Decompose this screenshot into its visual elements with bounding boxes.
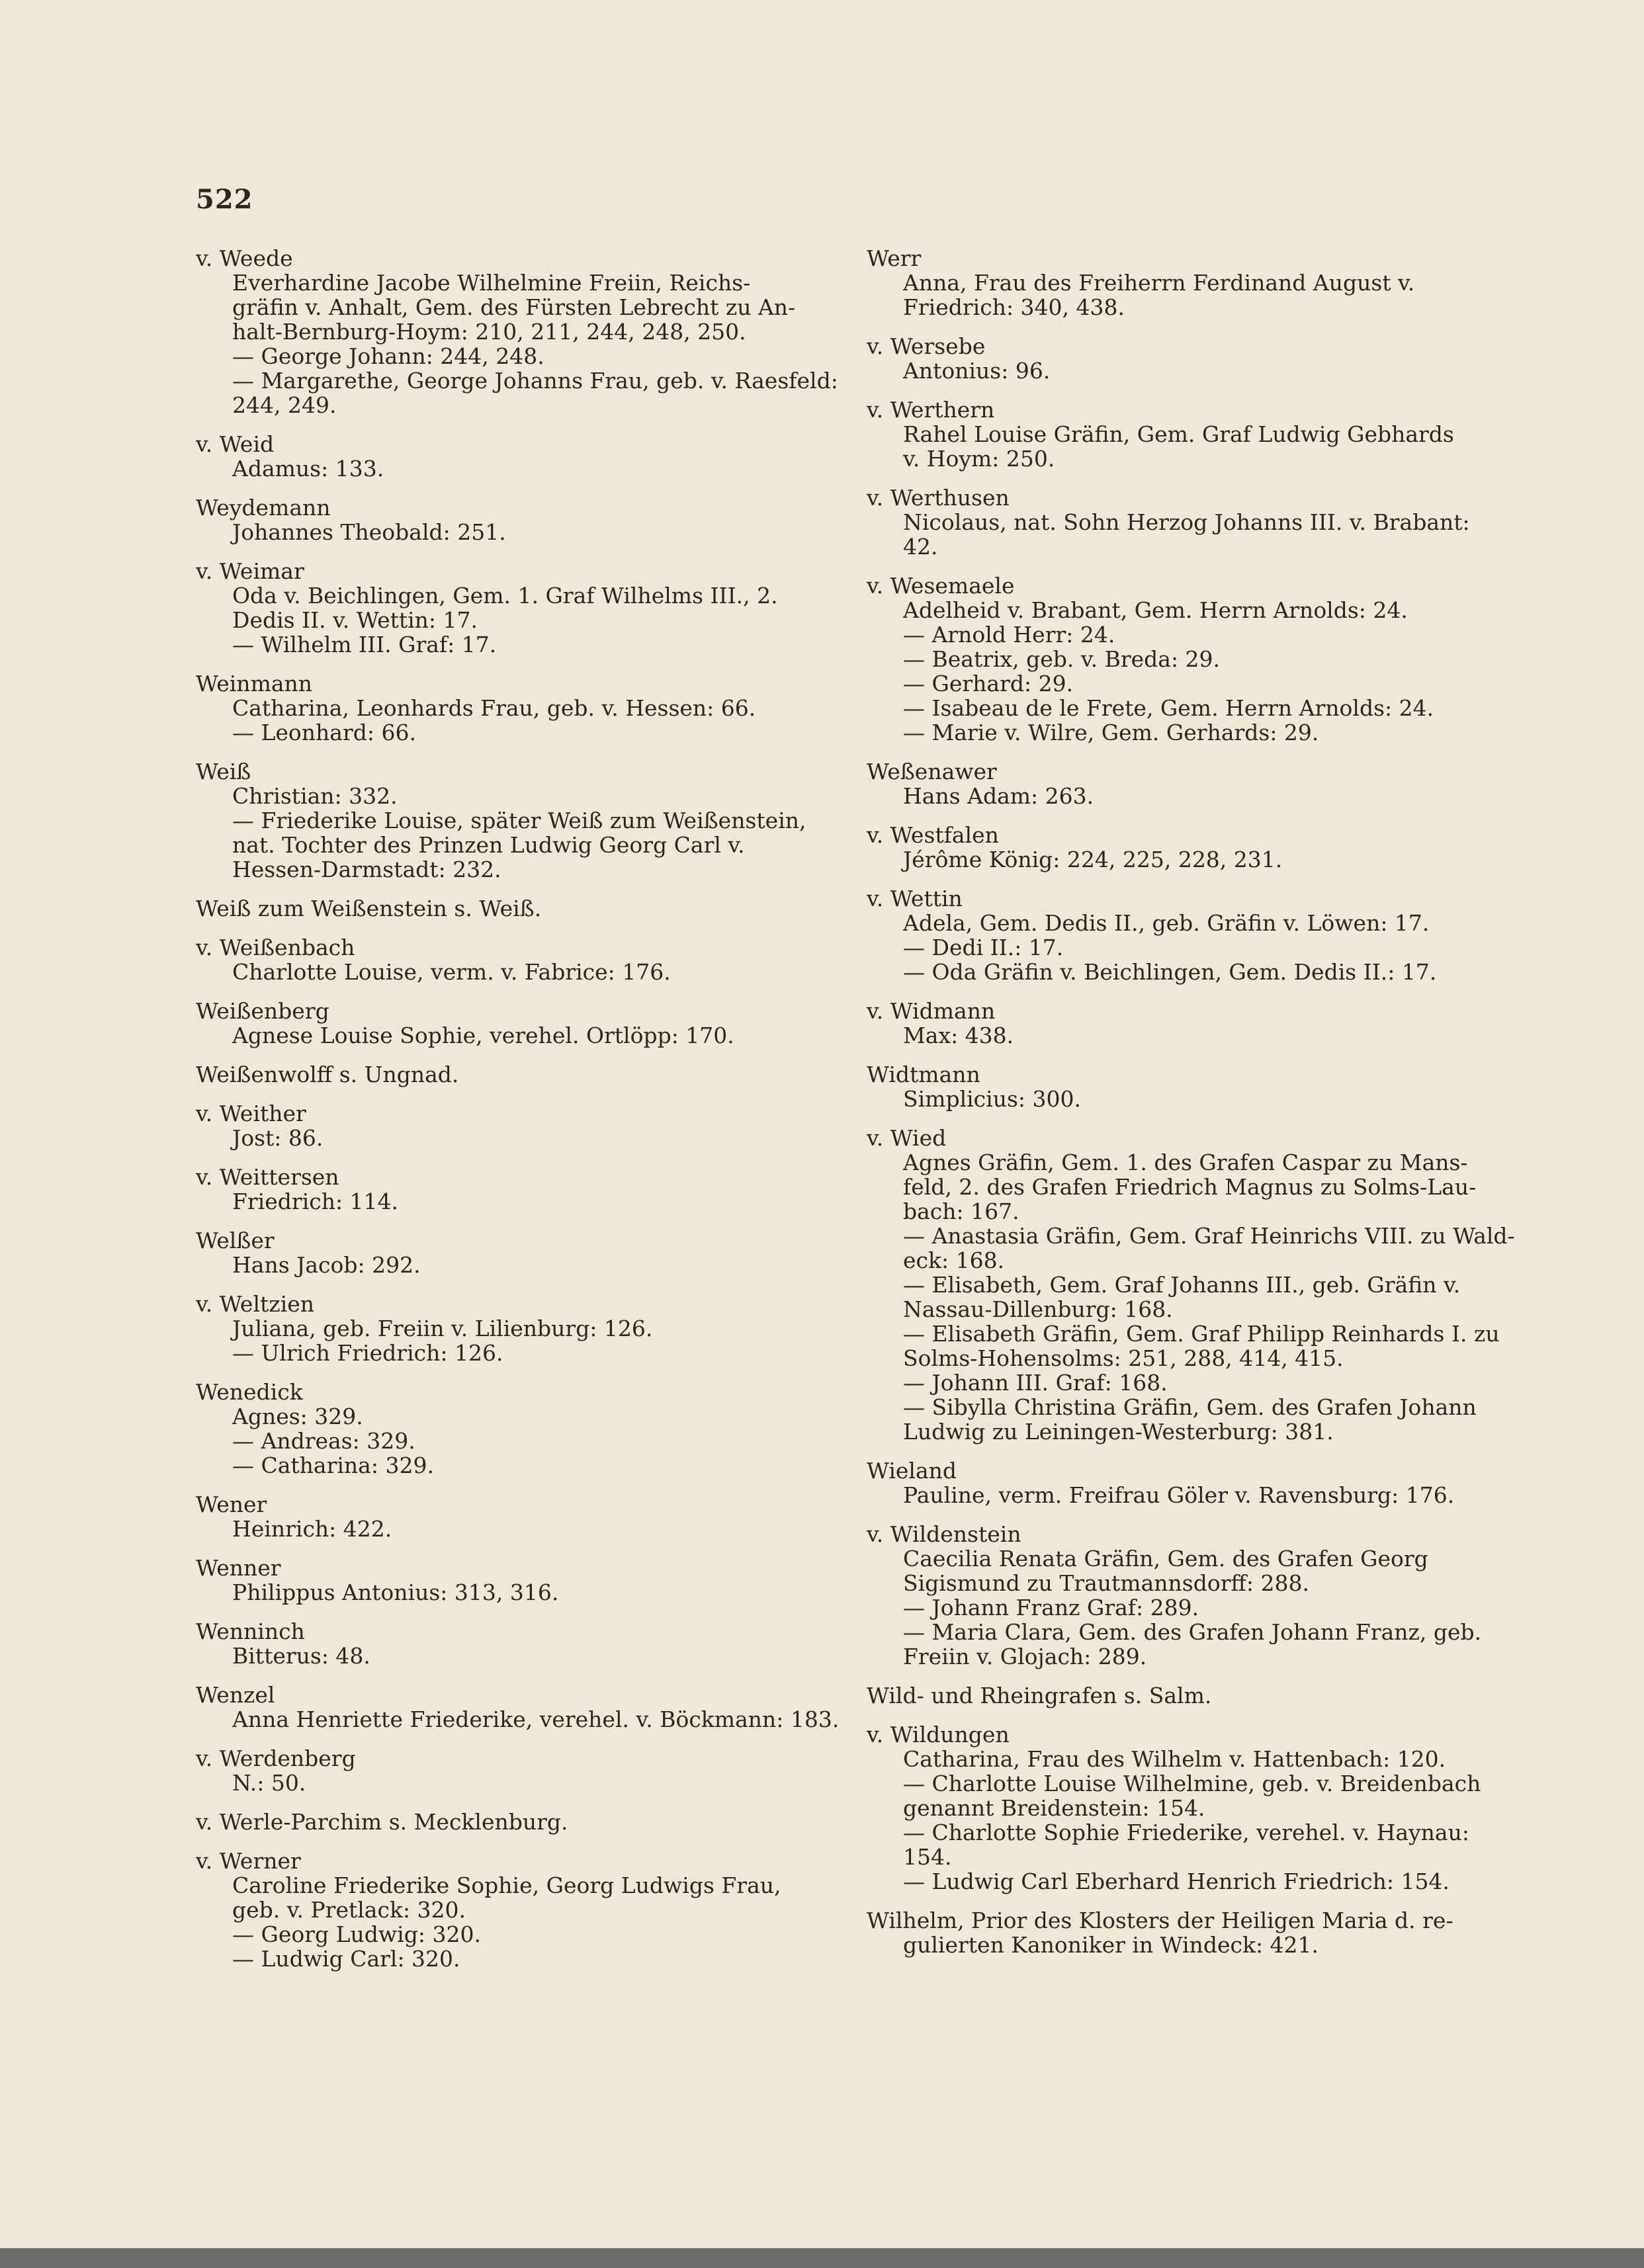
entry-line: — Ludwig Carl: 320. xyxy=(232,1946,460,1972)
entry-heading: Weiß zum Weißenstein s. Weiß. xyxy=(196,896,542,921)
index-entry xyxy=(196,935,844,984)
index-entry xyxy=(867,886,1515,984)
index-entry xyxy=(196,1101,844,1150)
entry-line: Solms-Hohensolms: 251, 288, 414, 415. xyxy=(903,1345,1344,1371)
entry-line: Antonius: 96. xyxy=(903,358,1051,384)
entry-line: 154. xyxy=(903,1844,952,1870)
entry-line: Nassau-Dillenburg: 168. xyxy=(903,1296,1173,1322)
entry-line: Juliana, geb. Freiin v. Lilienburg: 126. xyxy=(232,1316,653,1341)
entry-line: — Elisabeth Gräfin, Gem. Graf Philipp Reinhards I. zu xyxy=(903,1321,1500,1347)
entry-line: Adela, Gem. Dedis II., geb. Gräfin v. Löwen: 17. xyxy=(903,910,1430,936)
entry-line: nat. Tochter des Prinzen Ludwig Georg Carl v. xyxy=(232,832,745,858)
entry-line: Max: 438. xyxy=(903,1023,1014,1048)
entry-line: Adamus: 133. xyxy=(232,456,384,482)
index-entry xyxy=(196,1556,844,1605)
entry-heading: v. Werle-Parchim s. Mecklenburg. xyxy=(196,1809,568,1835)
entry-heading: v. Weimar xyxy=(196,558,304,584)
index-entry xyxy=(867,1062,1515,1111)
entry-line: — Elisabeth, Gem. Graf Johanns III., geb. Gräfin v. xyxy=(903,1272,1461,1298)
index-entry xyxy=(196,559,844,657)
entry-heading: v. Weid xyxy=(196,431,275,457)
entry-line: bach: 167. xyxy=(903,1198,1019,1224)
entry-heading: Wenzel xyxy=(196,1682,275,1708)
entry-line: — Charlotte Sophie Friederike, verehel. v. Haynau: xyxy=(903,1820,1469,1845)
entry-line: Nicolaus, nat. Sohn Herzog Johanns III. v. Brabant: xyxy=(903,509,1470,535)
index-entry xyxy=(196,1810,844,1834)
entry-line: — Arnold Herr: 24. xyxy=(903,622,1115,648)
entry-line: Oda v. Beichlingen, Gem. 1. Graf Wilhelms III., 2. xyxy=(232,583,778,609)
entry-line: Heinrich: 422. xyxy=(232,1516,392,1542)
index-entry xyxy=(196,495,844,544)
entry-line: genannt Breidenstein: 154. xyxy=(903,1795,1205,1821)
entry-line: Hans Adam: 263. xyxy=(903,783,1094,809)
entry-line: Friedrich: 114. xyxy=(232,1189,399,1214)
entry-heading: Weinmann xyxy=(196,671,313,696)
entry-line: Ludwig zu Leiningen-Westerburg: 381. xyxy=(903,1419,1334,1445)
index-entry xyxy=(196,1619,844,1668)
index-entry xyxy=(867,398,1515,471)
entry-heading: Werr xyxy=(867,245,922,271)
entry-line: v. Hoym: 250. xyxy=(903,446,1055,472)
entry-heading: v. Widmann xyxy=(867,998,996,1024)
index-entry xyxy=(196,1492,844,1541)
entry-line: — Oda Gräfin v. Beichlingen, Gem. Dedis II.: 17. xyxy=(903,959,1437,985)
entry-line: — Leonhard: 66. xyxy=(232,720,416,745)
entry-heading: Weßenawer xyxy=(867,759,997,784)
entry-line: Sigismund zu Trautmannsdorff: 288. xyxy=(903,1570,1309,1596)
index-entry xyxy=(867,246,1515,319)
entry-line: eck: 168. xyxy=(903,1247,1005,1273)
entry-heading: Weißenberg xyxy=(196,998,329,1024)
entry-heading: v. Werthern xyxy=(867,397,995,423)
entry-heading: Wenedick xyxy=(196,1379,303,1405)
entry-line: — Georg Ludwig: 320. xyxy=(232,1921,481,1947)
index-entry xyxy=(196,1228,844,1277)
entry-line: — George Johann: 244, 248. xyxy=(232,343,544,369)
entry-line: 42. xyxy=(903,534,938,560)
entry-heading: Wener xyxy=(196,1491,267,1517)
entry-heading: v. Wied xyxy=(867,1125,947,1151)
entry-line: Adelheid v. Brabant, Gem. Herrn Arnolds: 24. xyxy=(903,597,1408,623)
index-entry xyxy=(196,999,844,1048)
entry-line: — Andreas: 329. xyxy=(232,1428,415,1454)
index-entry xyxy=(867,1908,1515,1957)
entry-line: — Dedi II.: 17. xyxy=(903,935,1064,960)
index-entry xyxy=(867,334,1515,383)
index-column-left xyxy=(196,246,844,1986)
entry-line: Friedrich: 340, 438. xyxy=(903,294,1125,320)
index-entry xyxy=(196,432,844,481)
index-entry xyxy=(867,823,1515,872)
index-column-right xyxy=(867,246,1515,1972)
index-entry xyxy=(196,1062,844,1087)
index-entry xyxy=(196,759,844,882)
entry-heading: Wieland xyxy=(867,1458,957,1484)
entry-line: Catharina, Frau des Wilhelm v. Hattenbach: 120. xyxy=(903,1746,1446,1772)
entry-line: Jérôme König: 224, 225, 228, 231. xyxy=(903,847,1283,872)
index-entry xyxy=(867,1126,1515,1444)
entry-line: Everhardine Jacobe Wilhelmine Freiin, Reichs- xyxy=(232,270,751,296)
entry-line: Philippus Antonius: 313, 316. xyxy=(232,1579,559,1605)
entry-line: Rahel Louise Gräfin, Gem. Graf Ludwig Gebhards xyxy=(903,421,1454,447)
entry-line: — Johann III. Graf: 168. xyxy=(903,1370,1168,1396)
entry-heading: v. Weither xyxy=(196,1101,306,1126)
entry-line: — Ludwig Carl Eberhard Henrich Friedrich: 154. xyxy=(903,1869,1449,1894)
index-entry xyxy=(867,573,1515,745)
entry-line: halt-Bernburg-Hoym: 210, 211, 244, 248, 250. xyxy=(232,319,746,345)
entry-line: — Beatrix, geb. v. Breda: 29. xyxy=(903,646,1221,672)
entry-heading: v. Weltzien xyxy=(196,1291,315,1317)
entry-line: geb. v. Pretlack: 320. xyxy=(232,1897,466,1923)
entry-line: Agnes: 329. xyxy=(232,1404,363,1429)
entry-line: Charlotte Louise, verm. v. Fabrice: 176. xyxy=(232,959,671,985)
entry-line: Pauline, verm. Freifrau Göler v. Ravensburg: 176. xyxy=(903,1482,1455,1508)
entry-heading: v. Werner xyxy=(196,1848,301,1874)
index-entry xyxy=(196,1746,844,1795)
entry-heading: v. Werdenberg xyxy=(196,1745,356,1771)
entry-line: — Maria Clara, Gem. des Grafen Johann Franz, geb. xyxy=(903,1619,1482,1645)
entry-line: Johannes Theobald: 251. xyxy=(232,519,506,545)
entry-line: feld, 2. des Grafen Friedrich Magnus zu Solms-Lau- xyxy=(903,1174,1477,1200)
entry-line: Christian: 332. xyxy=(232,783,398,809)
entry-line: — Wilhelm III. Graf: 17. xyxy=(232,632,497,657)
entry-heading: Weiß xyxy=(196,759,251,784)
entry-heading: v. Wildungen xyxy=(867,1722,1010,1747)
entry-heading: v. Weede xyxy=(196,245,293,271)
index-entry xyxy=(196,1292,844,1365)
entry-line: Dedis II. v. Wettin: 17. xyxy=(232,607,478,633)
entry-line: — Ulrich Friedrich: 126. xyxy=(232,1340,503,1366)
entry-line: N.: 50. xyxy=(232,1770,306,1796)
entry-heading: Wilhelm, Prior des Klosters der Heiligen Maria d. re- xyxy=(867,1908,1453,1933)
entry-heading: v. Wersebe xyxy=(867,333,986,359)
entry-heading: v. Wettin xyxy=(867,886,963,911)
entry-heading: Wild- und Rheingrafen s. Salm. xyxy=(867,1683,1212,1708)
entry-heading: v. Weittersen xyxy=(196,1164,339,1190)
entry-heading: v. Wesemaele xyxy=(867,573,1015,599)
entry-line: Hessen-Darmstadt: 232. xyxy=(232,857,501,882)
entry-line: — Johann Franz Graf: 289. xyxy=(903,1595,1199,1620)
entry-heading: v. Wildenstein xyxy=(867,1521,1021,1547)
index-entry xyxy=(867,1722,1515,1894)
entry-heading: v. Werthusen xyxy=(867,485,1010,511)
entry-heading: Wenner xyxy=(196,1555,281,1581)
entry-line: — Friederike Louise, später Weiß zum Weißenstein, xyxy=(232,808,806,833)
scan-edge xyxy=(0,2248,1644,2268)
entry-line: Hans Jacob: 292. xyxy=(232,1252,421,1278)
index-entry xyxy=(196,1683,844,1732)
entry-line: Caecilia Renata Gräfin, Gem. des Grafen Georg xyxy=(903,1546,1428,1572)
entry-line: — Anastasia Gräfin, Gem. Graf Heinrichs VIII. zu Wald- xyxy=(903,1223,1515,1249)
entry-line: — Margarethe, George Johanns Frau, geb. v. Raesfeld: xyxy=(232,368,838,394)
entry-line: Bitterus: 48. xyxy=(232,1643,370,1669)
index-entry xyxy=(196,246,844,417)
index-entry xyxy=(867,1522,1515,1669)
index-entry xyxy=(867,999,1515,1048)
entry-heading: Wenninch xyxy=(196,1618,305,1644)
entry-heading: Widtmann xyxy=(867,1062,980,1087)
index-entry xyxy=(196,671,844,745)
index-entry xyxy=(867,1683,1515,1708)
entry-heading: v. Weißenbach xyxy=(196,935,355,960)
entry-line: — Sibylla Christina Gräfin, Gem. des Grafen Johann xyxy=(903,1394,1477,1420)
entry-line: Jost: 86. xyxy=(232,1125,324,1151)
entry-line: — Catharina: 329. xyxy=(232,1452,434,1478)
index-entry xyxy=(196,1849,844,1971)
entry-line: Agnes Gräfin, Gem. 1. des Grafen Caspar zu Mans- xyxy=(903,1150,1468,1175)
entry-line: gulierten Kanoniker in Windeck: 421. xyxy=(903,1932,1319,1958)
entry-heading: Welßer xyxy=(196,1228,275,1253)
entry-heading: Weißenwolff s. Ungnad. xyxy=(196,1062,459,1087)
entry-line: gräfin v. Anhalt, Gem. des Fürsten Lebrecht zu An- xyxy=(232,294,796,320)
page-number: 522 xyxy=(196,184,253,215)
entry-line: Caroline Friederike Sophie, Georg Ludwigs Frau, xyxy=(232,1872,781,1898)
entry-line: — Marie v. Wilre, Gem. Gerhards: 29. xyxy=(903,720,1319,745)
index-entry xyxy=(196,896,844,921)
entry-line: 244, 249. xyxy=(232,392,337,418)
entry-line: — Isabeau de le Frete, Gem. Herrn Arnolds: 24. xyxy=(903,695,1434,721)
entry-heading: Weydemann xyxy=(196,495,331,521)
index-entry xyxy=(196,1380,844,1478)
index-entry xyxy=(867,759,1515,808)
index-entry xyxy=(867,1458,1515,1507)
entry-line: Freiin v. Glojach: 289. xyxy=(903,1644,1147,1669)
entry-line: Agnese Louise Sophie, verehel. Ortlöpp: 170. xyxy=(232,1023,734,1048)
index-entry xyxy=(196,1165,844,1214)
entry-line: — Charlotte Louise Wilhelmine, geb. v. Breidenbach xyxy=(903,1771,1481,1796)
entry-line: Anna Henriette Friederike, verehel. v. Böckmann: 183. xyxy=(232,1706,840,1732)
entry-heading: v. Westfalen xyxy=(867,822,999,848)
entry-line: Catharina, Leonhards Frau, geb. v. Hessen: 66. xyxy=(232,695,756,721)
entry-line: Simplicius: 300. xyxy=(903,1086,1081,1112)
entry-line: — Gerhard: 29. xyxy=(903,671,1074,696)
entry-line: Anna, Frau des Freiherrn Ferdinand August v. xyxy=(903,270,1415,296)
index-entry xyxy=(867,485,1515,559)
